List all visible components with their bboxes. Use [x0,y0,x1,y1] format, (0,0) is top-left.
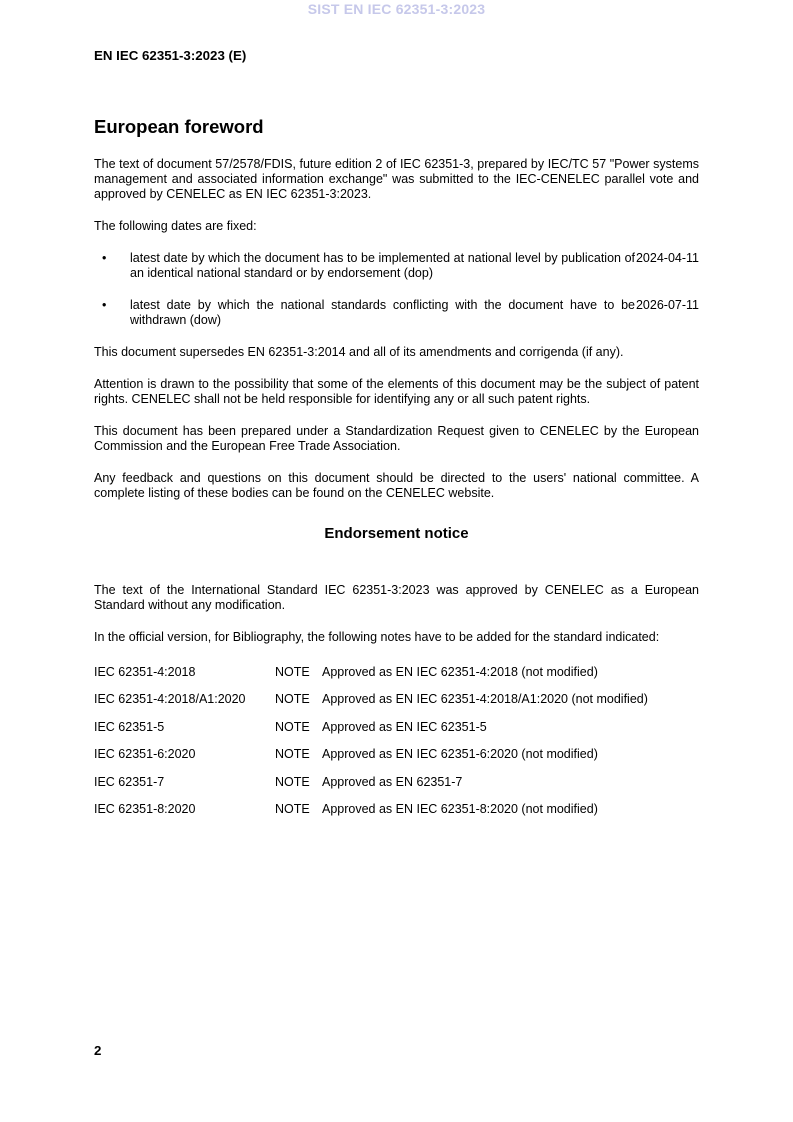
note-tag: NOTE [275,801,310,816]
endorsement-paragraph: The text of the International Standard IEC 62351-3:2023 was approved by CENELEC as a European Standard without any modification. [94,583,699,612]
note-text: Approved as EN IEC 62351-5 [322,719,487,734]
note-tag: NOTE [275,665,310,679]
bibliography-intro: In the official version, for Bibliography, the following notes have to be added for the standard indicated: [94,630,660,644]
date-item-label: latest date by which the national standards conflicting with the document have to be withdrawn (dow) [130,298,635,327]
endorsement-title: Endorsement notice [324,525,469,542]
standardization-request-paragraph: This document has been prepared under a Standardization Request given to CENELEC by the European Commission and the European Free Trade Association. [94,424,699,453]
note-tag: NOTE [275,719,310,734]
note-standard: IEC 62351-4:2018 [94,665,196,679]
note-tag: NOTE [275,692,310,707]
page-number: 2 [94,1043,102,1058]
note-text: Approved as EN IEC 62351-8:2020 (not modified) [322,801,598,816]
foreword-paragraph: The text of document 57/2578/FDIS, future edition 2 of IEC 62351-3, prepared by IEC/TC 57 "Power systems management and associated information exchange" was submitted to the IEC-CENELEC parallel vote and approved by CENELEC as EN IEC 62351-3:2023. [94,157,699,201]
note-standard: IEC 62351-4:2018/A1:2020 [94,692,246,707]
bullet-icon: • [102,251,107,265]
note-row [94,692,699,719]
supersedes-paragraph: This document supersedes EN 62351-3:2014 and all of its amendments and corrigenda (if any). [94,345,624,359]
date-item-value: 2024-04-11 [635,251,699,265]
date-item-label: latest date by which the document has to be implemented at national level by publication of an identical national standard or by endorsement (dop) [130,251,635,280]
note-text: Approved as EN 62351-7 [322,774,463,789]
date-item-code: (dow) [189,313,222,327]
note-tag: NOTE [275,747,310,762]
note-row [94,775,699,802]
note-text: Approved as EN IEC 62351-4:2018 (not modified) [322,665,598,679]
note-row [94,747,699,774]
notes-table [94,665,699,829]
bullet-icon: • [102,298,107,312]
dates-list [94,251,699,328]
note-tag: NOTE [275,774,310,789]
foreword-title: European foreword [94,116,264,137]
patent-paragraph: Attention is drawn to the possibility that some of the elements of this document may be the subject of patent rights. CENELEC shall not be held responsible for identifying any or all such patent rights. [94,377,699,406]
note-standard: IEC 62351-6:2020 [94,747,196,762]
date-item-dow [94,298,699,328]
page-content [94,116,699,829]
dates-intro: The following dates are fixed: [94,219,257,233]
date-item-value: 2026-07-11 [635,298,699,312]
note-row [94,802,699,829]
watermark: SIST EN IEC 62351-3:2023 [307,1,486,17]
note-row [94,720,699,747]
note-standard: IEC 62351-5 [94,719,165,734]
document-id-header: EN IEC 62351-3:2023 (E) [94,48,247,63]
note-text: Approved as EN IEC 62351-6:2020 (not modified) [322,747,598,762]
note-standard: IEC 62351-7 [94,774,165,789]
note-text: Approved as EN IEC 62351-4:2018/A1:2020 (not modified) [322,692,648,707]
note-standard: IEC 62351-8:2020 [94,801,196,816]
date-item-code: (dop) [403,266,433,280]
note-row [94,665,699,692]
date-item-dop [94,251,699,281]
feedback-paragraph: Any feedback and questions on this document should be directed to the users' national committee. A complete listing of these bodies can be found on the CENELEC website. [94,471,699,500]
